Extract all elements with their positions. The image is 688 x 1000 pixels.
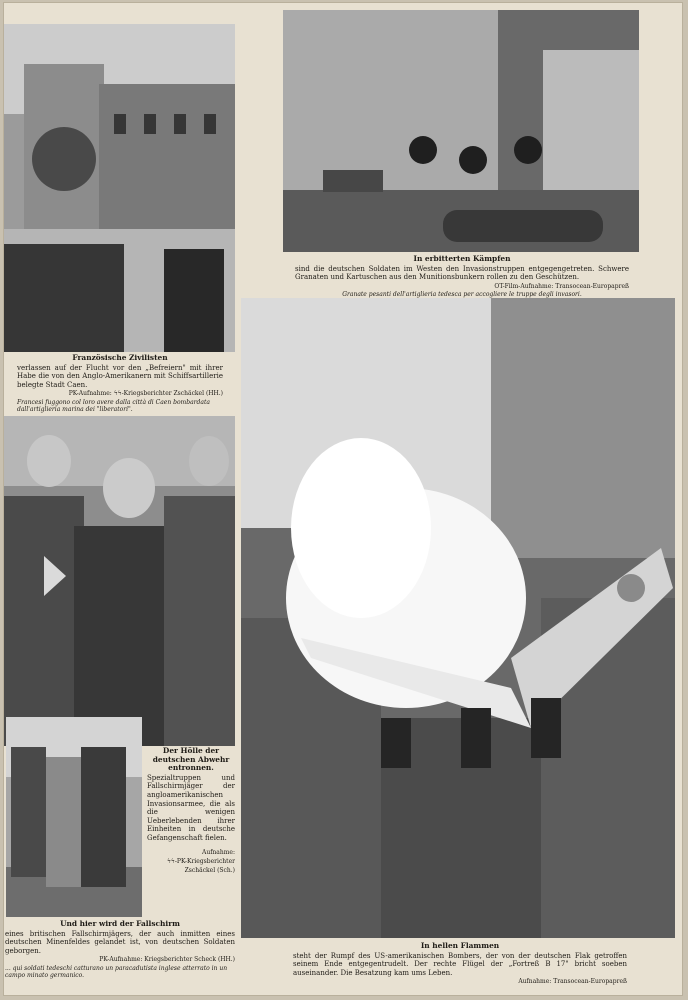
caption-paratrooper-credit: PK-Aufnahme: Kriegsberichter Scheck (HH.) [99, 956, 235, 964]
caption-caen-italian: Francesi fuggono col loro avere dalla città di Caen bombardata dall'artiglieria marina dei "liberatori". [17, 398, 210, 413]
caption-prisoners [147, 747, 235, 875]
caption-artillery-body: sind die deutschen Soldaten im Westen den Invasionstruppen entgegengetreten. Schwere Granaten und Kartuschen aus den Munitionsbunkern rollen zu den Geschützen. [295, 264, 629, 282]
caption-artillery [295, 255, 629, 298]
caption-artillery-italian: Granate pesanti dell'artiglieria tedesca per accogliere le truppe degli invasori. [342, 291, 582, 299]
caption-prisoners-body: Spezialtruppen und Fallschirmjäger der angloamerikanischen Invasionsarmee, die als die wenigen Ueberlebenden ihrer Einheiten in deutsche Gefangenschaft fielen. [147, 773, 235, 842]
caption-bomber [293, 942, 627, 987]
caption-bomber-credit: Aufnahme: Transocean-Europapreß [518, 978, 627, 986]
photo-artillery-shells [283, 10, 639, 252]
caption-bomber-title: In hellen Flammen [420, 941, 500, 950]
caption-caen-credit: PK-Aufnahme: ϟϟ-Kriegsberichter Zschäckel (HH.) [68, 390, 223, 398]
photo-prisoners [4, 416, 235, 746]
caption-artillery-title: In erbitterten Kämpfen [413, 254, 511, 263]
caption-prisoners-title: Der Hölle der deutschen Abwehr entronnen. [152, 746, 230, 773]
caption-artillery-credit: OT-Film-Aufnahme: Transocean-Europapreß [494, 282, 629, 290]
caption-caen-title: Französische Zivilisten [72, 353, 168, 362]
caption-caen [17, 354, 223, 413]
photo-burning-bomber [241, 298, 675, 938]
caption-paratrooper-title: Und hier wird der Fallschirm [60, 919, 180, 928]
caption-prisoners-credit-label: Aufnahme: [202, 848, 235, 856]
photo-paratrooper [6, 717, 142, 917]
photo-caen-civilians [4, 24, 235, 352]
caption-caen-body: verlassen auf der Flucht vor den „Befreiern" mit ihrer Habe die von den Anglo-Amerikanern mit Schiffsartillerie belegte Stadt Caen. [17, 363, 223, 389]
caption-paratrooper-body: eines britischen Fallschirmjägers, der auch inmitten eines deutschen Minenfeldes gelandet ist, von deutschen Soldaten geborgen. [5, 929, 235, 955]
caption-paratrooper [5, 920, 235, 979]
caption-paratrooper-italian: ... qui soldati tedeschi catturano un paracadutista inglese atterrato in un campo minato germanico. [5, 964, 228, 979]
caption-bomber-body: steht der Rumpf des US-amerikanischen Bombers, der von der deutschen Flak getroffen seinem Ende entgegentrudelt. Der rechte Flügel der „Fortreß B 17" bricht soeben auseinander. Die Besatzung kam ums Leben. [293, 951, 627, 977]
caption-prisoners-credit: ϟϟ-PK-Kriegsberichter Zschäckel (Sch.) [166, 858, 235, 874]
newspaper-page [3, 2, 683, 996]
